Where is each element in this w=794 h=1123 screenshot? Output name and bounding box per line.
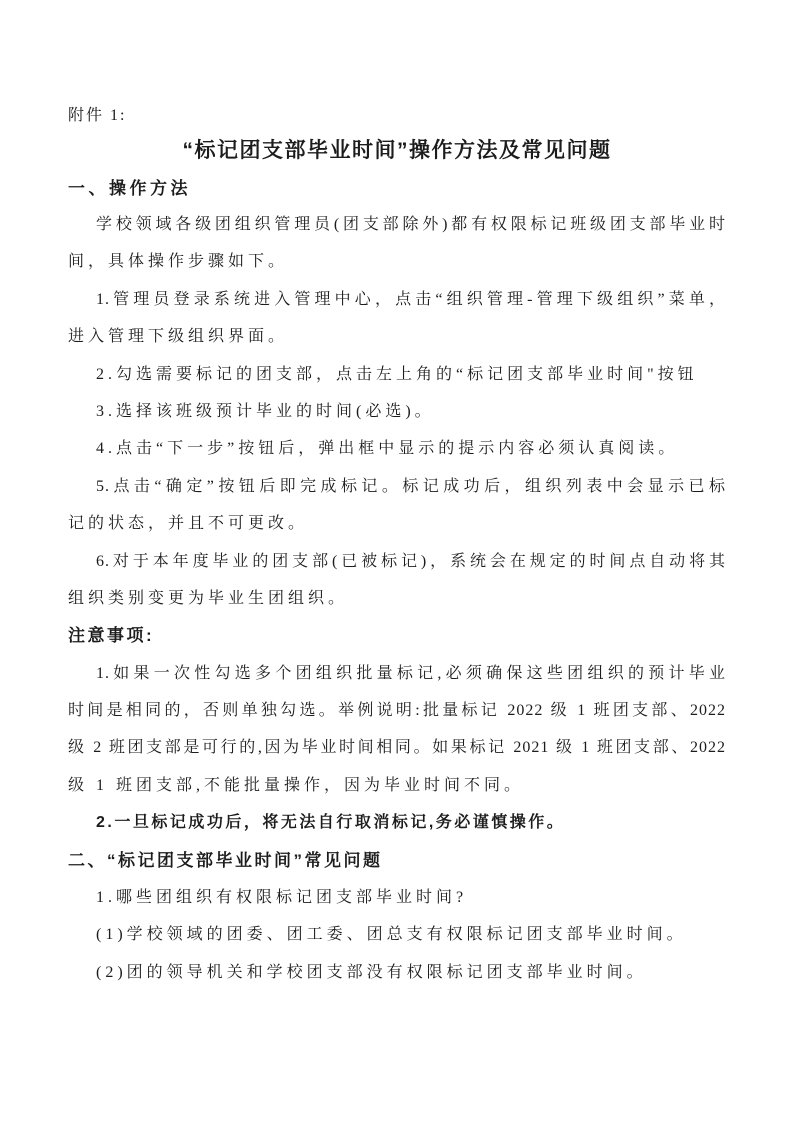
step-2: 2.勾选需要标记的团支部，点击左上角的“标记团支部毕业时间"按钮 <box>96 365 698 383</box>
section-1-heading: 一、操作方法 <box>68 179 191 198</box>
step-1-line-1: 1.管理员登录系统进入管理中心，点击“组织管理-管理下级组织”菜单， <box>96 290 726 308</box>
step-5-line-2: 记的状态，并且不可更改。 <box>68 515 309 533</box>
faq-question-1: 1.哪些团组织有权限标记团支部毕业时间? <box>96 889 468 907</box>
step-3: 3.选择该班级预计毕业的时间(必选)。 <box>96 402 435 420</box>
note-1-line-3: 级 2 班团支部是可行的,因为毕业时间相同。如果标记 2021 级 1 班团支部、2022 <box>68 739 726 757</box>
attachment-label: 附件 1: <box>68 107 127 124</box>
step-6-line-2: 组织类别变更为毕业生团组织。 <box>68 589 349 607</box>
note-1-line-4: 级 1 班团支部,不能批量操作，因为毕业时间不同。 <box>68 776 525 794</box>
notes-heading: 注意事项: <box>68 626 155 646</box>
step-4: 4.点击“下一步”按钮后，弹出框中显示的提示内容必须认真阅读。 <box>96 440 679 458</box>
step-5-line-1: 5.点击“确定”按钮后即完成标记。标记成功后，组织列表中会显示已标 <box>96 477 726 495</box>
document-title: “标记团支部毕业时间”操作方法及常见问题 <box>182 139 612 162</box>
step-1-line-2: 进入管理下级组织界面。 <box>68 328 289 346</box>
intro-line-2: 间，具体操作步骤如下。 <box>68 253 289 271</box>
faq-answer-2: (2)团的领导机关和学校团支部没有权限标记团支部毕业时间。 <box>96 963 647 981</box>
note-2: 2.一旦标记成功后，将无法自行取消标记,务必谨慎操作。 <box>96 814 566 832</box>
intro-line-1: 学校领域各级团组织管理员(团支部除外)都有权限标记班级团支部毕业时 <box>96 216 726 233</box>
section-2-heading: 二、“标记团支部毕业时间”常见问题 <box>68 850 383 870</box>
document-body <box>68 206 726 991</box>
faq-answer-1: (1)学校领域的团委、团工委、团总支有权限标记团支部毕业时间。 <box>96 926 687 944</box>
note-1-line-1: 1.如果一次性勾选多个团组织批量标记,必须确保这些团组织的预计毕业 <box>96 664 726 682</box>
step-6-line-1: 6.对于本年度毕业的团支部(已被标记)，系统会在规定的时间点自动将其 <box>96 552 726 570</box>
note-1-line-2: 时间是相同的，否则单独勾选。举例说明:批量标记 2022 级 1 班团支部、2022 <box>68 702 726 720</box>
